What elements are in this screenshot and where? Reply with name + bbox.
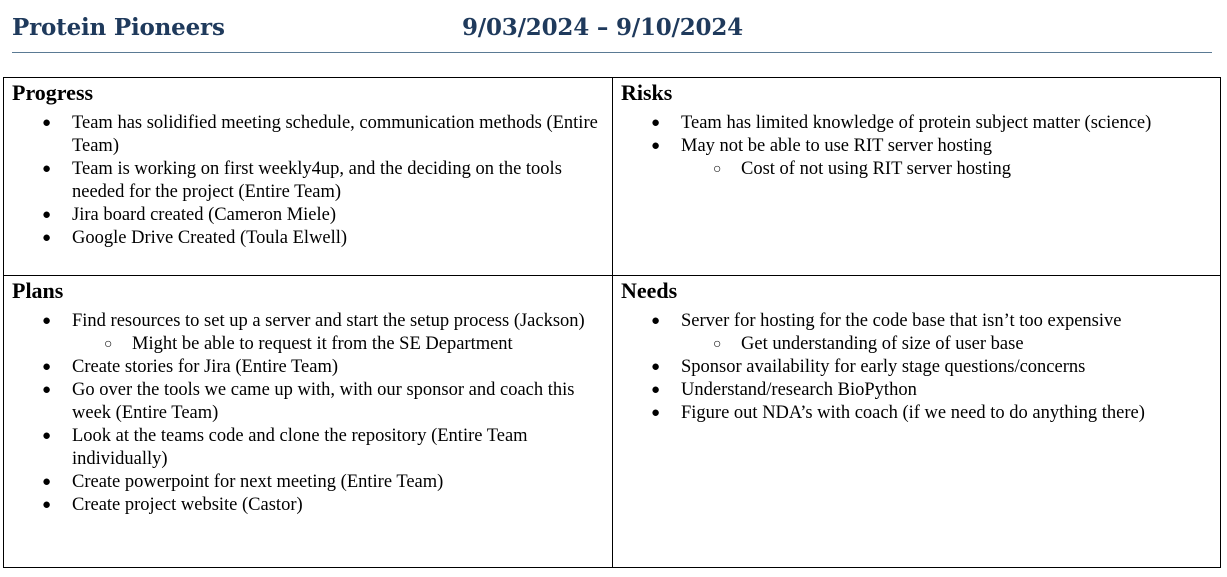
bullet-icon: ● (651, 115, 661, 131)
progress-title: Progress (12, 80, 94, 105)
sub-list-item (681, 333, 1212, 356)
sub-list-item-text: Might be able to request it from the SE Department (132, 334, 513, 354)
list-item-text: Jira board created (Cameron Miele) (72, 205, 337, 225)
sub-list (681, 158, 1212, 181)
risks-section (613, 78, 1220, 276)
four-up-grid (3, 77, 1221, 568)
list-item-text: Create stories for Jira (Entire Team) (72, 357, 338, 377)
bullet-icon: ● (42, 161, 52, 177)
list-item-text: Go over the tools we came up with, with our sponsor and coach this week (Entire Team) (72, 380, 575, 423)
sub-list-item (681, 158, 1212, 181)
sub-list-item-text: Cost of not using RIT server hosting (741, 159, 1011, 179)
bullet-icon: ● (42, 382, 52, 398)
list-item-text: Find resources to set up a server and start the setup process (Jackson) (72, 311, 585, 331)
list-item (12, 471, 604, 494)
list-item (621, 402, 1212, 425)
list-item (12, 112, 604, 158)
bullet-icon: ● (651, 138, 661, 154)
list-item-text: Team is working on first weekly4up, and the deciding on the tools needed for the project (Entire Team) (72, 159, 562, 202)
list-item-text: Team has limited knowledge of protein subject matter (science) (681, 113, 1152, 133)
plans-list (12, 310, 604, 517)
plans-section (4, 276, 613, 567)
list-item-text: Create powerpoint for next meeting (Entire Team) (72, 472, 444, 492)
progress-list (12, 112, 604, 250)
bullet-icon: ● (42, 428, 52, 444)
list-item (621, 135, 1212, 181)
bullet-icon: ● (651, 313, 661, 329)
bullet-icon: ● (42, 230, 52, 246)
hollow-bullet-icon: ○ (713, 337, 722, 352)
list-item-text: Team has solidified meeting schedule, communication methods (Entire Team) (72, 113, 598, 156)
date-range: 9/03/2024 – 9/10/2024 (462, 14, 743, 41)
list-item-text: May not be able to use RIT server hosting (681, 136, 993, 156)
list-item (12, 204, 604, 227)
bullet-icon: ● (651, 359, 661, 375)
list-item (12, 227, 604, 250)
list-item (621, 379, 1212, 402)
list-item-text: Create project website (Castor) (72, 495, 303, 515)
team-name: Protein Pioneers (12, 14, 225, 41)
risks-list (621, 112, 1212, 181)
bullet-icon: ● (42, 207, 52, 223)
list-item (12, 356, 604, 379)
bullet-icon: ● (42, 115, 52, 131)
list-item-text: Sponsor availability for early stage questions/concerns (681, 357, 1086, 377)
needs-list (621, 310, 1212, 425)
list-item (12, 494, 604, 517)
plans-title: Plans (12, 278, 64, 303)
bullet-icon: ● (42, 474, 52, 490)
bullet-icon: ● (651, 405, 661, 421)
list-item-text: Figure out NDA’s with coach (if we need to do anything there) (681, 403, 1145, 423)
progress-section (4, 78, 613, 276)
bullet-icon: ● (651, 382, 661, 398)
list-item (621, 310, 1212, 356)
list-item (12, 310, 604, 356)
list-item-text: Look at the teams code and clone the repository (Entire Team individually) (72, 426, 528, 469)
list-item (12, 379, 604, 425)
sub-list-item-text: Get understanding of size of user base (741, 334, 1024, 354)
list-item-text: Understand/research BioPython (681, 380, 917, 400)
risks-title: Risks (621, 80, 673, 105)
list-item-text: Google Drive Created (Toula Elwell) (72, 228, 348, 248)
list-item (12, 425, 604, 471)
page-header (12, 12, 1212, 53)
sub-list (72, 333, 604, 356)
needs-section (613, 276, 1220, 567)
list-item-text: Server for hosting for the code base that isn’t too expensive (681, 311, 1122, 331)
bullet-icon: ● (42, 359, 52, 375)
list-item (621, 112, 1212, 135)
sub-list (681, 333, 1212, 356)
list-item (621, 356, 1212, 379)
bullet-icon: ● (42, 313, 52, 329)
hollow-bullet-icon: ○ (104, 337, 113, 352)
bullet-icon: ● (42, 497, 52, 513)
hollow-bullet-icon: ○ (713, 162, 722, 177)
list-item (12, 158, 604, 204)
sub-list-item (72, 333, 604, 356)
needs-title: Needs (621, 278, 678, 303)
